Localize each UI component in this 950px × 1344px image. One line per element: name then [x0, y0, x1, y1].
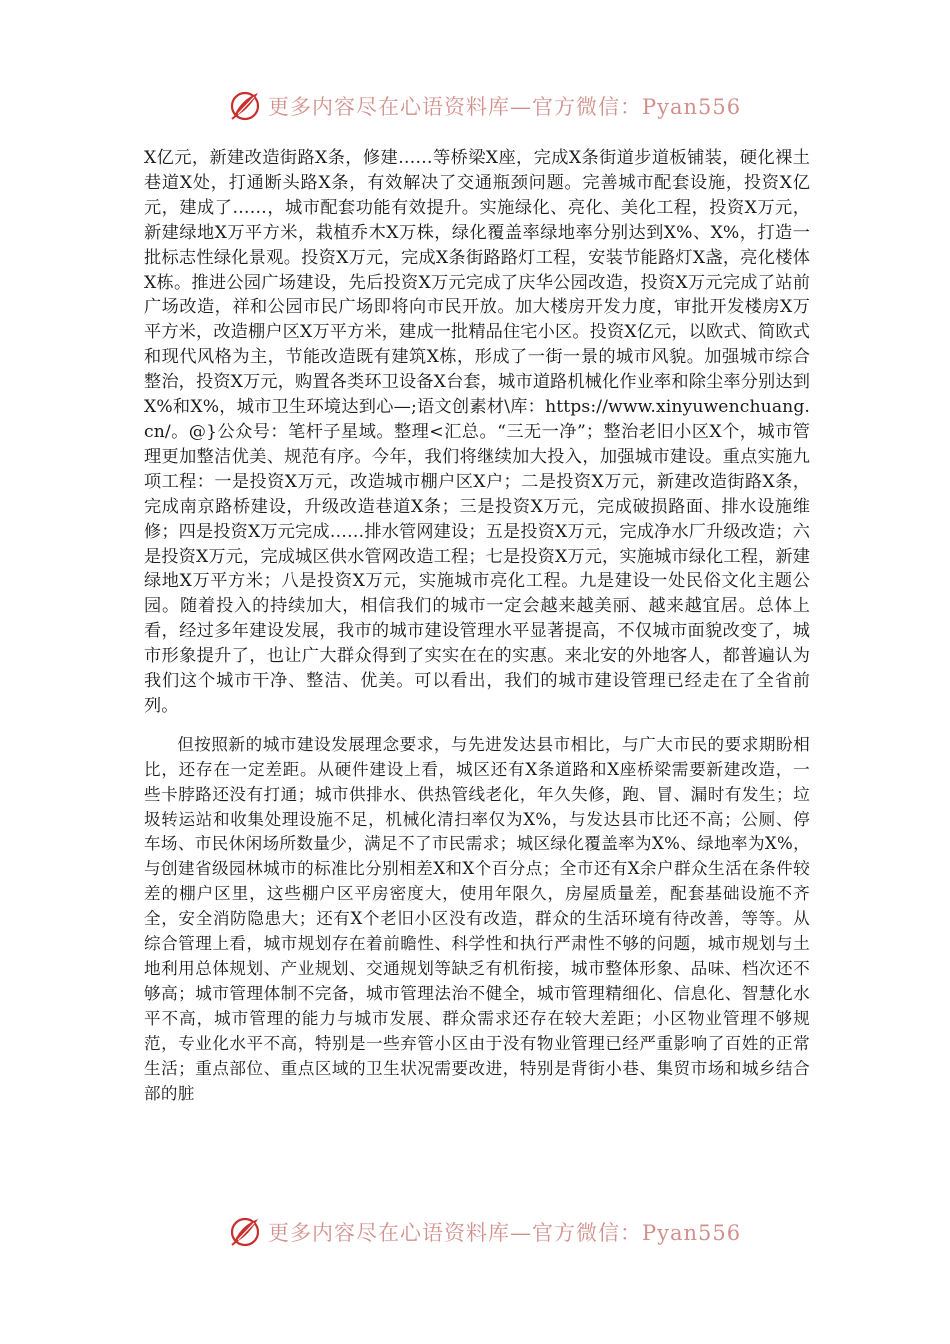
body-paragraph-1: X亿元，新建改造街路X条，修建……等桥梁X座，完成X条街道步道板铺装，硬化裸土巷道X处，打通断头路X条，有效解决了交通瓶颈问题。完善城市配套设施，投资X亿元，建成了……，城市配套功能有效提升。实施绿化、亮化、美化工程，投资X万元，新建绿地X万平方米，栽植乔木X万株，绿化覆盖率绿地率分别达到X%、X%，打造一批标志性绿化景观。投资X万元，完成X条街路路灯工程，安装节能路灯X盏，亮化楼体X栋。推进公园广场建设，先后投资X万元完成了庆华公园改造，投资X万元完成了站前广场改造，祥和公园市民广场即将向市民开放。加大楼房开发力度，审批开发楼房X万平方米，改造棚户区X万平方米，建成一批精品住宅小区。投资X亿元，以欧式、简欧式和现代风格为主，节能改造既有建筑X栋，形成了一街一景的城市风貌。加强城市综合整治，投资X万元，购置各类环卫设备X台套，城市道路机械化作业率和除尘率分别达到X%和X%，城市卫生环境达到心—;语文创素材\库：https://www.xinyuwenchuang.cn/。@}公众号：笔杆子星域。整理<汇总。“三无一净”；整治老旧小区X个，城市管理更加整洁优美、规范有序。今年，我们将继续加大投入，加强城市建设。重点实施九项工程：一是投资X万元，改造城市棚户区X户；二是投资X万元，新建改造街路X条，完成南京路桥建设，升级改造巷道X条；三是投资X万元，完成破损路面、排水设施维修；四是投资X万元完成……排水管网建设；五是投资X万元，完成净水厂升级改造；六是投资X万元，完成城区供水管网改造工程；七是投资X万元，实施城市绿化工程，新建绿地X万平方米；八是投资X万元，实施城市亮化工程。九是建设一处民俗文化主题公园。随着投入的持续加大，相信我们的城市一定会越来越美丽、越来越宜居。总体上看，经过多年建设发展，我市的城市建设管理水平显著提高，不仅城市面貌改变了，城市形象提升了，也让广大群众得到了实实在在的实惠。来北安的外地客人，都普遍认为我们这个城市干净、整洁、优美。可以看出，我们的城市建设管理已经走在了全省前列。: [144, 148, 810, 716]
header-banner: [0, 86, 950, 126]
header-banner-text: 更多内容尽在心语资料库—官方微信：Pyan556: [268, 95, 742, 119]
document-body: [144, 146, 810, 1106]
footer-banner: [0, 1212, 950, 1252]
header-banner-inner: [228, 86, 741, 126]
body-paragraph-2: 但按照新的城市建设发展理念要求，与先进发达县市相比，与广大市民的要求期盼相比，还存在一定差距。从硬件建设上看，城区还有X条道路和X座桥梁需要新建改造，一些卡脖路还没有打通；城市供排水、供热管线老化，年久失修，跑、冒、漏时有发生；垃圾转运站和收集处理设施不足，机械化清扫率仅为X%，与发达县市比还不高；公厕、停车场、市民休闲场所数量少，满足不了市民需求；城区绿化覆盖率为X%、绿地率为X%，与创建省级园林城市的标准比分别相差X和X个百分点；全市还有X余户群众生活在条件较差的棚户区里，这些棚户区平房密度大，使用年限久，房屋质量差，配套基础设施不齐全，安全消防隐患大；还有X个老旧小区没有改造，群众的生活环境有待改善，等等。从综合管理上看，城市规划存在着前瞻性、科学性和执行严肃性不够的问题，城市规划与土地利用总体规划、产业规划、交通规划等缺乏有机衔接，城市整体形象、品味、档次还不够高；城市管理体制不完备，城市管理法治不健全，城市管理精细化、信息化、智慧化水平不高，城市管理的能力与城市发展、群众需求还存在较大差距；小区物业管理不够规范，专业化水平不高，特别是一些弃管小区由于没有物业管理已经严重影响了百姓的正常生活；重点部位、重点区域的卫生状况需要改进，特别是背街小巷、集贸市场和城乡结合部的脏: [144, 734, 810, 1103]
leaf-pen-logo-icon: [228, 89, 262, 123]
footer-banner-text: 更多内容尽在心语资料库—官方微信：Pyan556: [268, 1221, 742, 1245]
footer-banner-inner: [228, 1212, 741, 1252]
leaf-pen-logo-icon: [228, 1215, 262, 1249]
